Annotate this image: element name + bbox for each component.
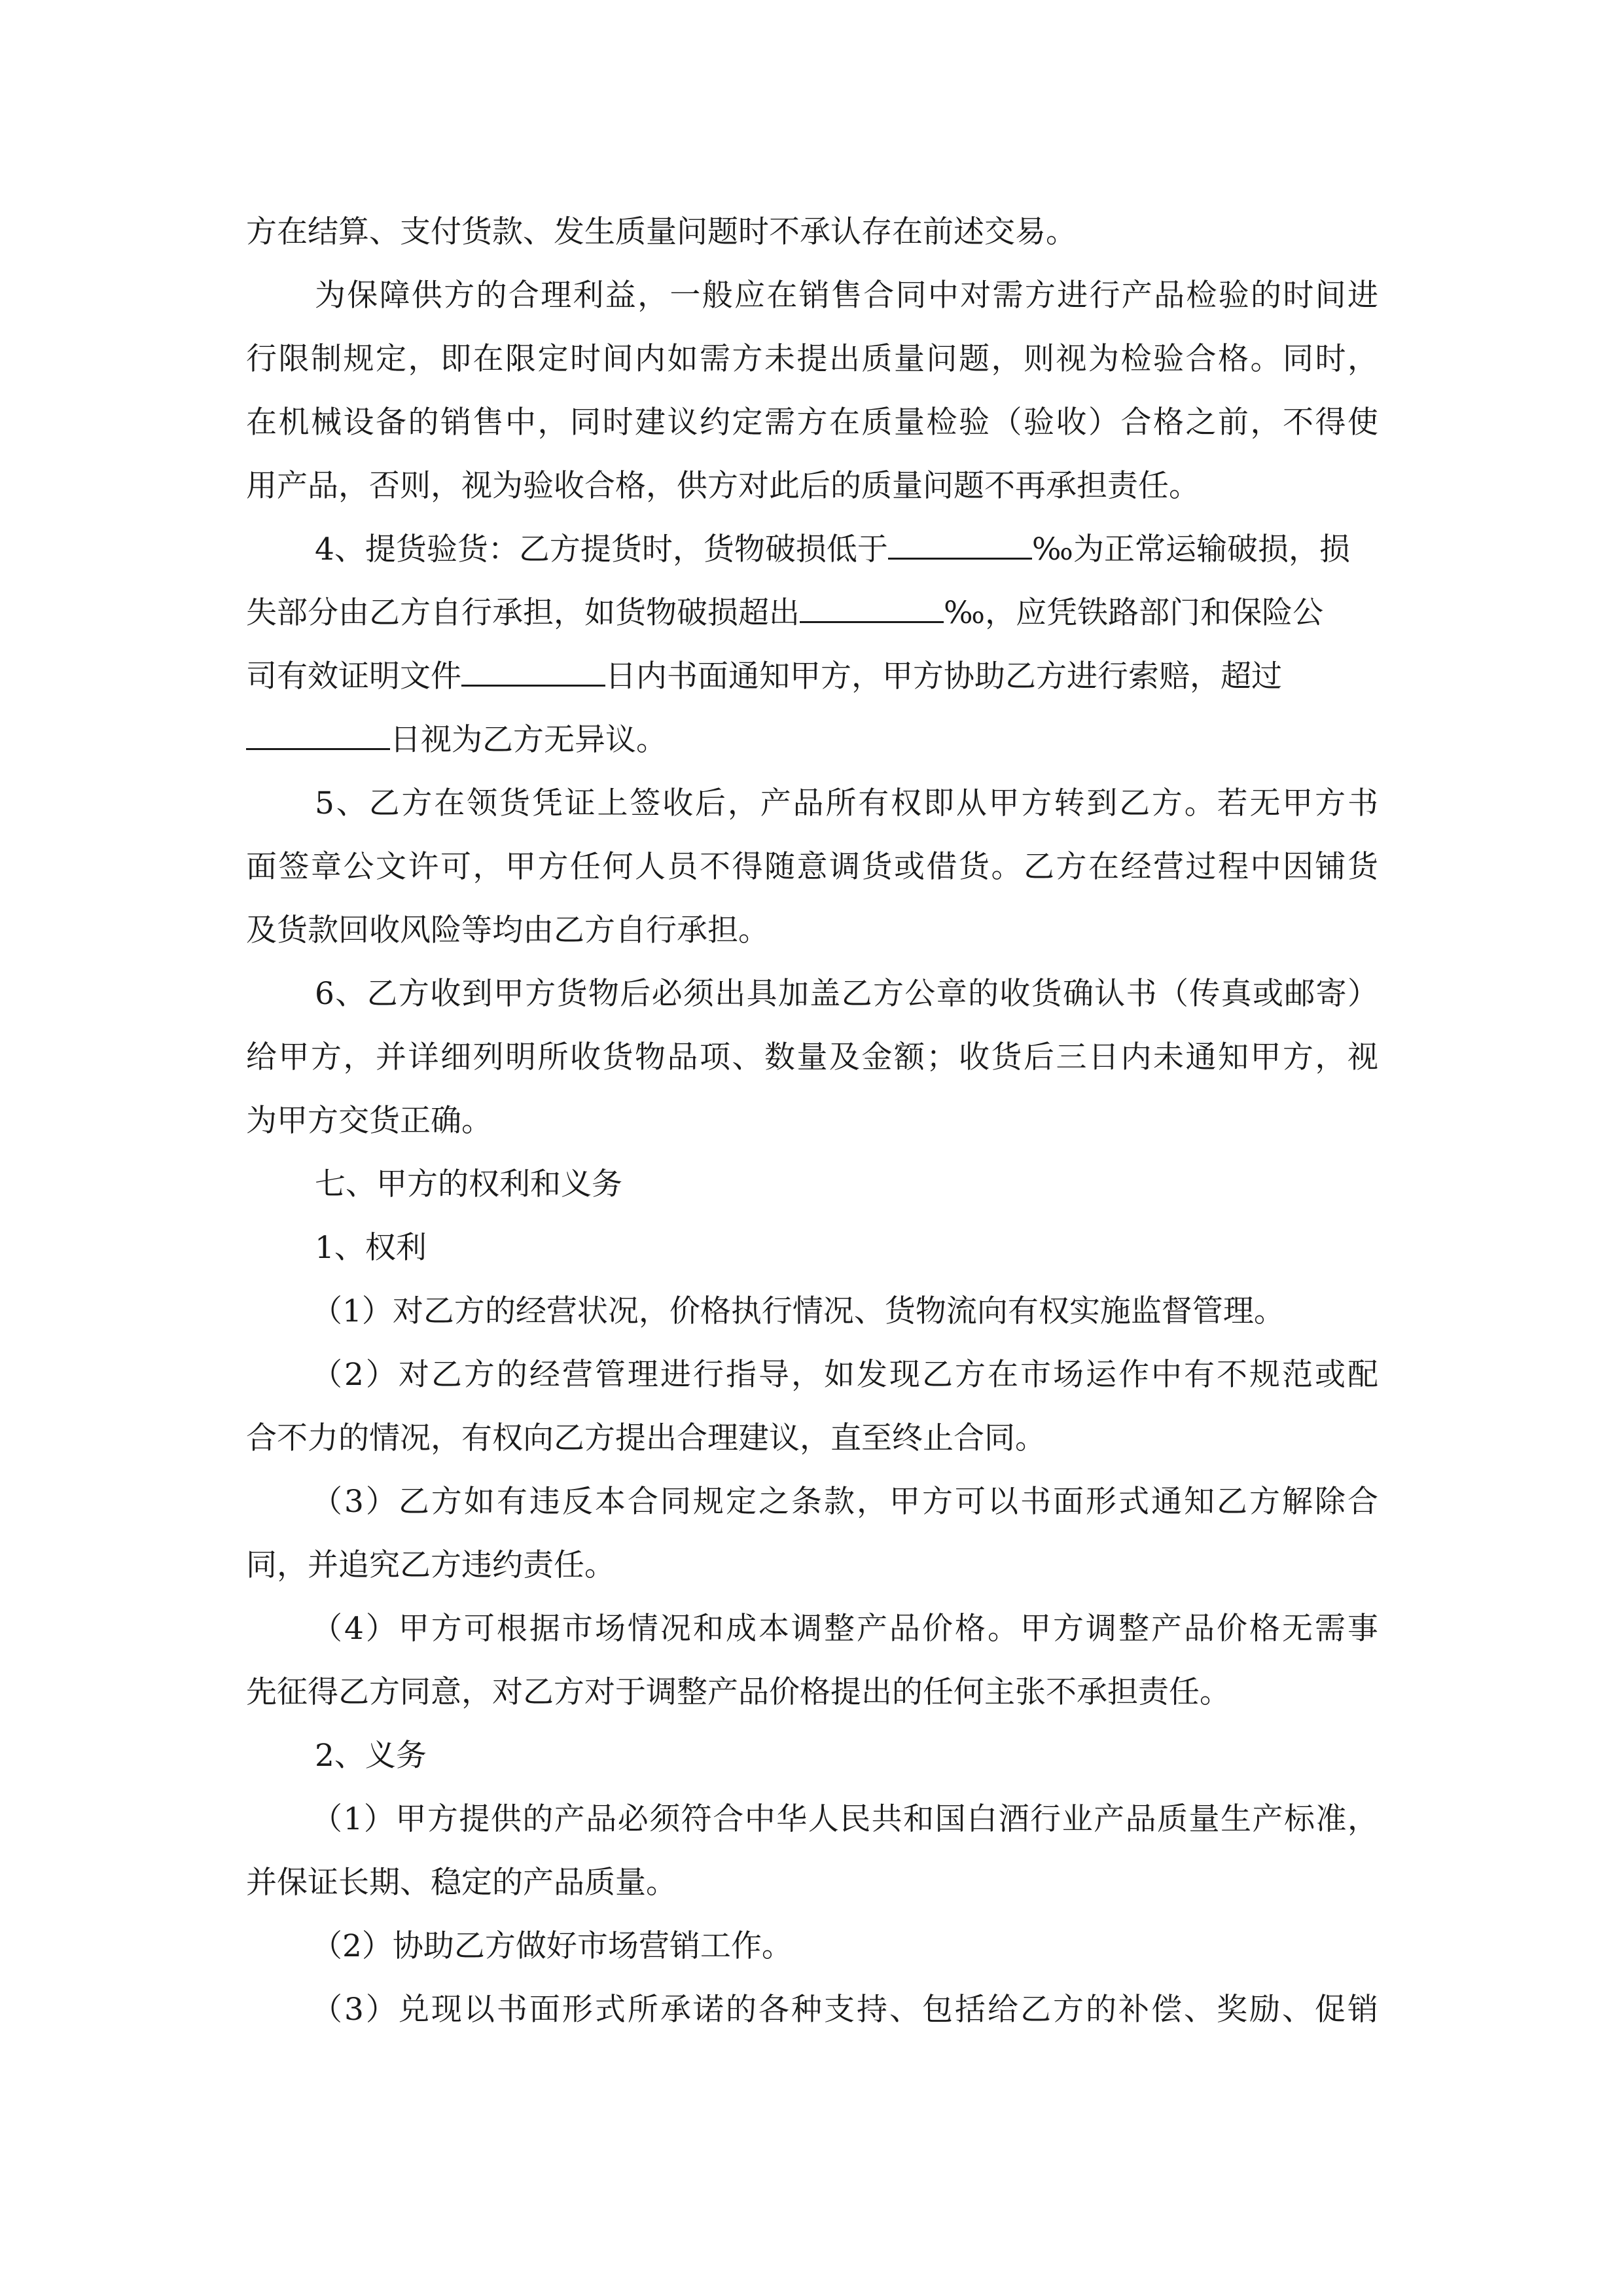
text-line [246,645,1378,708]
text-line: 在机械设备的销售中，同时建议约定需方在质量检验（验收）合格之前，不得使 [246,404,1378,440]
text-line: （4）甲方可根据市场情况和成本调整产品价格。甲方调整产品价格无需事 [312,1611,1378,1647]
text-line: 并保证长期、稳定的产品质量。 [246,1865,677,1901]
text-line: 给甲方，并详细列明所收货物品项、数量及金额；收货后三日内未通知甲方，视 [246,1039,1378,1075]
text-line: 同，并追究乙方违约责任。 [246,1547,615,1583]
text-segment: 日内书面通知甲方，甲方协助乙方进行索赔，超过 [605,658,1282,694]
text-line: 为保障供方的合理利益，一般应在销售合同中对需方进行产品检验的时间进 [315,278,1378,314]
text-segment: 日视为乙方无异议。 [390,722,667,758]
text-line: （1）对乙方的经营状况，价格执行情况、货物流向有权实施监督管理。 [312,1293,1285,1329]
text-line: 先征得乙方同意，对乙方对于调整产品价格提出的任何主张不承担责任。 [246,1674,1230,1710]
text-segment: 4、提货验货：乙方提货时，货物破损低于 [315,531,888,567]
text-line: 行限制规定，即在限定时间内如需方未提出质量问题，则视为检验合格。同时， [246,341,1378,377]
text-line: 5、乙方在领货凭证上签收后，产品所有权即从甲方转到乙方。若无甲方书 [315,785,1378,821]
text-line: 6、乙方收到甲方货物后必须出具加盖乙方公章的收货确认书（传真或邮寄） [315,976,1378,1012]
text-segment: ‰，应凭铁路部门和保险公 [944,595,1324,631]
text-line: （2）对乙方的经营管理进行指导，如发现乙方在市场运作中有不规范或配 [312,1357,1378,1393]
text-line [246,581,1378,645]
text-line: 为甲方交货正确。 [246,1103,492,1139]
text-line: （1）甲方提供的产品必须符合中华人民共和国白酒行业产品质量生产标准， [312,1801,1378,1837]
fill-blank [461,662,605,687]
text-line: 合不力的情况，有权向乙方提出合理建议，直至终止合同。 [246,1420,1046,1456]
fill-blank [800,599,944,623]
text-line: 用产品，否则，视为验收合格，供方对此后的质量问题不再承担责任。 [246,468,1200,504]
text-line [246,518,1378,581]
document-page [246,200,1378,2041]
text-line: （3）兑现以书面形式所承诺的各种支持、包括给乙方的补偿、奖励、促销 [312,1992,1378,2028]
subsection-heading: 2、义务 [315,1738,427,1774]
text-line: （3）乙方如有违反本合同规定之条款，甲方可以书面形式通知乙方解除合 [312,1484,1378,1520]
text-line: 方在结算、支付货款、发生质量问题时不承认存在前述交易。 [246,214,1077,250]
text-line: 面签章公文许可，甲方任何人员不得随意调货或借货。乙方在经营过程中因铺货 [246,849,1378,885]
fill-blank [888,535,1032,560]
subsection-heading: 1、权利 [315,1230,427,1266]
text-line: （2）协助乙方做好市场营销工作。 [312,1928,793,1964]
fill-blank [246,726,390,750]
text-segment: 失部分由乙方自行承担，如货物破损超出 [246,595,800,631]
text-line: 及货款回收风险等均由乙方自行承担。 [246,912,769,948]
text-segment: ‰为正常运输破损，损 [1031,531,1350,567]
section-heading: 七、甲方的权利和义务 [315,1166,622,1202]
text-segment: 司有效证明文件 [246,658,461,694]
text-line [246,708,1378,772]
